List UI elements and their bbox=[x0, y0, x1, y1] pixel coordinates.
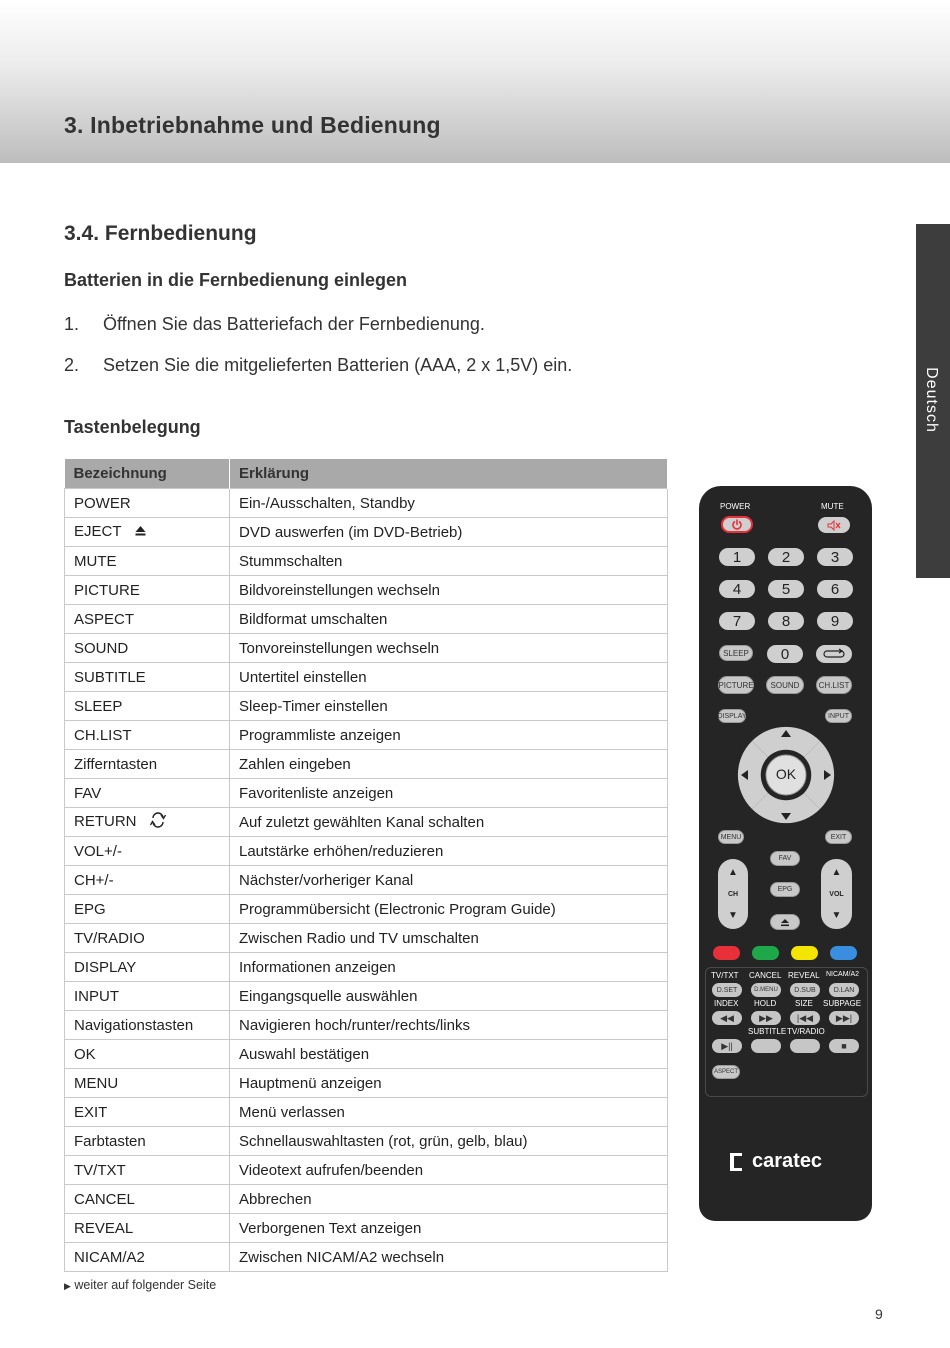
key-name-cell bbox=[65, 1214, 230, 1243]
key-explanation: Tonvoreinstellungen wechseln bbox=[230, 634, 668, 663]
digit-6-button[interactable]: 6 bbox=[817, 580, 853, 598]
key-name: POWER bbox=[74, 494, 131, 512]
key-name-cell bbox=[65, 547, 230, 576]
table-row bbox=[65, 1185, 668, 1214]
digit-4-button[interactable]: 4 bbox=[719, 580, 755, 598]
key-name-cell bbox=[65, 1185, 230, 1214]
chlist-button[interactable]: CH.LIST bbox=[816, 676, 852, 694]
key-name: CH+/- bbox=[74, 871, 114, 889]
key-explanation: Videotext aufrufen/beenden bbox=[230, 1156, 668, 1185]
power-button[interactable] bbox=[721, 516, 753, 533]
table-row bbox=[65, 866, 668, 895]
ok-label: OK bbox=[775, 766, 797, 782]
key-name: EJECT bbox=[74, 523, 122, 541]
key-explanation: Sleep-Timer einstellen bbox=[230, 692, 668, 721]
red-key[interactable] bbox=[713, 946, 740, 960]
key-explanation: Abbrechen bbox=[230, 1185, 668, 1214]
table-row bbox=[65, 779, 668, 808]
aspect-button[interactable]: ASPECT bbox=[712, 1065, 740, 1079]
table-row bbox=[65, 489, 668, 518]
hold-label: HOLD bbox=[754, 999, 777, 1008]
key-explanation: Favoritenliste anzeigen bbox=[230, 779, 668, 808]
key-name-cell bbox=[65, 663, 230, 692]
ch-label: CH bbox=[727, 890, 739, 898]
key-name: SUBTITLE bbox=[74, 668, 146, 686]
menu-button[interactable]: MENU bbox=[718, 830, 744, 844]
key-name-cell bbox=[65, 634, 230, 663]
table-row bbox=[65, 663, 668, 692]
rewind-button[interactable] bbox=[712, 1011, 742, 1025]
key-name-cell bbox=[65, 1098, 230, 1127]
green-key[interactable] bbox=[752, 946, 779, 960]
key-name: OK bbox=[74, 1045, 96, 1063]
return-icon bbox=[149, 811, 167, 833]
language-tab-label: Deutsch bbox=[923, 367, 940, 433]
picture-button[interactable]: PICTURE bbox=[718, 676, 754, 694]
key-name-cell bbox=[65, 779, 230, 808]
key-explanation: Navigieren hoch/runter/rechts/links bbox=[230, 1011, 668, 1040]
step-1 bbox=[64, 314, 485, 335]
digit-2-button[interactable]: 2 bbox=[768, 548, 804, 566]
section-title: 3.4. Fernbedienung bbox=[64, 222, 257, 245]
batteries-heading: Batterien in die Fernbedienung einlegen bbox=[64, 270, 408, 290]
key-explanation: Ein-/Ausschalten, Standby bbox=[230, 489, 668, 518]
remote-control bbox=[699, 486, 872, 1221]
key-name-cell bbox=[65, 721, 230, 750]
step-text: Öffnen Sie das Batteriefach der Fernbedienung. bbox=[103, 314, 485, 334]
subtitle-label: SUBTITLE bbox=[748, 1027, 787, 1036]
key-explanation: Nächster/vorheriger Kanal bbox=[230, 866, 668, 895]
rewind-icon: ◀◀ bbox=[720, 1012, 734, 1023]
key-explanation: Menü verlassen bbox=[230, 1098, 668, 1127]
table-row bbox=[65, 1069, 668, 1098]
channel-rocker[interactable] bbox=[718, 859, 748, 929]
tvradio-label: TV/RADIO bbox=[787, 1027, 825, 1036]
table-row bbox=[65, 518, 668, 547]
eject-icon bbox=[134, 524, 147, 541]
key-name-cell bbox=[65, 837, 230, 866]
table-row bbox=[65, 721, 668, 750]
dlan-button[interactable]: D.LAN bbox=[829, 983, 859, 997]
vol-label: VOL bbox=[829, 890, 844, 898]
key-explanation: Auswahl bestätigen bbox=[230, 1040, 668, 1069]
index-label: INDEX bbox=[714, 999, 739, 1008]
key-name-cell bbox=[65, 576, 230, 605]
subtitle-button[interactable] bbox=[751, 1039, 781, 1053]
table-row bbox=[65, 837, 668, 866]
key-name: DISPLAY bbox=[74, 958, 137, 976]
key-name: TV/RADIO bbox=[74, 929, 145, 947]
step-number: 1. bbox=[64, 314, 80, 334]
return-icon bbox=[823, 648, 845, 660]
table-header-row bbox=[65, 459, 668, 489]
key-explanation: Zwischen NICAM/A2 wechseln bbox=[230, 1243, 668, 1272]
ch-up-icon: ▲ bbox=[728, 867, 738, 878]
play-pause-button[interactable] bbox=[712, 1039, 742, 1053]
next-icon: ▶▶| bbox=[835, 1012, 853, 1023]
key-name-cell bbox=[65, 1069, 230, 1098]
key-explanation: Bildvoreinstellungen wechseln bbox=[230, 576, 668, 605]
dmenu-button[interactable]: D.MENU bbox=[751, 983, 781, 997]
key-name: SOUND bbox=[74, 639, 129, 657]
digit-3-button[interactable]: 3 bbox=[817, 548, 853, 566]
table-row bbox=[65, 1127, 668, 1156]
key-name: EXIT bbox=[74, 1103, 108, 1121]
table-row bbox=[65, 924, 668, 953]
subpage-label: SUBPAGE bbox=[823, 999, 862, 1008]
header-explanation: Erklärung bbox=[230, 459, 668, 489]
mute-button[interactable] bbox=[818, 517, 850, 533]
key-name: EPG bbox=[74, 900, 106, 918]
stop-icon: ■ bbox=[841, 1041, 847, 1051]
key-name: Farbtasten bbox=[74, 1132, 146, 1150]
key-name-cell bbox=[65, 1243, 230, 1272]
ch-down-icon: ▼ bbox=[728, 910, 738, 921]
key-name: CANCEL bbox=[74, 1190, 135, 1208]
table-row bbox=[65, 605, 668, 634]
epg-button[interactable]: EPG bbox=[770, 882, 800, 897]
key-name-cell bbox=[65, 895, 230, 924]
key-name-cell bbox=[65, 1156, 230, 1185]
table-row bbox=[65, 1156, 668, 1185]
key-name: RETURN bbox=[74, 812, 137, 830]
digit-9-button[interactable]: 9 bbox=[817, 612, 853, 630]
key-name: VOL+/- bbox=[74, 842, 122, 860]
caratec-logo-icon bbox=[726, 1152, 746, 1172]
fast-forward-icon: ▶▶ bbox=[759, 1012, 773, 1023]
key-explanation: Auf zuletzt gewählten Kanal schalten bbox=[230, 808, 668, 837]
table-heading: Tastenbelegung bbox=[64, 417, 201, 437]
key-name-cell bbox=[65, 1127, 230, 1156]
size-label: SIZE bbox=[795, 999, 813, 1008]
display-button[interactable]: DISPLAY bbox=[718, 709, 746, 723]
table-row bbox=[65, 1011, 668, 1040]
cancel-label: CANCEL bbox=[749, 971, 782, 980]
key-explanation: Hauptmenü anzeigen bbox=[230, 1069, 668, 1098]
key-explanation: Untertitel einstellen bbox=[230, 663, 668, 692]
previous-button[interactable] bbox=[790, 1011, 820, 1025]
key-explanation: Programmliste anzeigen bbox=[230, 721, 668, 750]
page-number: 9 bbox=[875, 1306, 883, 1322]
continued-note bbox=[64, 1278, 216, 1292]
power-label: POWER bbox=[720, 502, 751, 511]
key-name: PICTURE bbox=[74, 581, 140, 599]
chapter-title: 3. Inbetriebnahme und Bedienung bbox=[64, 112, 441, 138]
key-explanation: Informationen anzeigen bbox=[230, 953, 668, 982]
table-row bbox=[65, 895, 668, 924]
table-row bbox=[65, 547, 668, 576]
key-name-cell bbox=[65, 1011, 230, 1040]
next-button[interactable] bbox=[829, 1011, 859, 1025]
table-row bbox=[65, 982, 668, 1011]
key-explanation: Lautstärke erhöhen/reduzieren bbox=[230, 837, 668, 866]
table-row bbox=[65, 953, 668, 982]
digit-5-button[interactable]: 5 bbox=[768, 580, 804, 598]
eject-button[interactable] bbox=[770, 914, 800, 930]
arrow-right-icon: ▶ bbox=[64, 1281, 71, 1291]
fav-button[interactable]: FAV bbox=[770, 851, 800, 866]
mute-label: MUTE bbox=[821, 502, 844, 511]
digit-1-button[interactable]: 1 bbox=[719, 548, 755, 566]
key-name: CH.LIST bbox=[74, 726, 132, 744]
digit-7-button[interactable]: 7 bbox=[719, 612, 755, 630]
return-button[interactable] bbox=[816, 645, 852, 663]
input-button[interactable]: INPUT bbox=[825, 709, 852, 723]
fast-forward-button[interactable] bbox=[751, 1011, 781, 1025]
key-name: TV/TXT bbox=[74, 1161, 126, 1179]
continued-note-text: weiter auf folgender Seite bbox=[74, 1278, 217, 1292]
header-designation: Bezeichnung bbox=[65, 459, 230, 489]
key-explanation: Programmübersicht (Electronic Program Guide) bbox=[230, 895, 668, 924]
key-name: NICAM/A2 bbox=[74, 1248, 145, 1266]
key-name: SLEEP bbox=[74, 697, 123, 715]
key-name-cell bbox=[65, 692, 230, 721]
key-name-cell bbox=[65, 924, 230, 953]
sound-button[interactable]: SOUND bbox=[766, 676, 804, 694]
vol-down-icon: ▼ bbox=[831, 910, 842, 921]
key-name: REVEAL bbox=[74, 1219, 134, 1237]
dsub-button[interactable]: D.SUB bbox=[790, 983, 820, 997]
table-row bbox=[65, 1214, 668, 1243]
key-name-cell bbox=[65, 808, 230, 837]
table-row bbox=[65, 808, 668, 837]
stop-button[interactable] bbox=[829, 1039, 859, 1053]
key-name-cell bbox=[65, 489, 230, 518]
key-name-cell bbox=[65, 750, 230, 779]
key-explanation: Stummschalten bbox=[230, 547, 668, 576]
step-2 bbox=[64, 355, 572, 376]
digit-0-button[interactable]: 0 bbox=[767, 645, 803, 663]
key-name-cell bbox=[65, 982, 230, 1011]
key-name-cell bbox=[65, 518, 230, 547]
key-explanation: Zahlen eingeben bbox=[230, 750, 668, 779]
play-pause-icon: ▶|| bbox=[721, 1040, 733, 1051]
vol-up-icon: ▲ bbox=[831, 867, 842, 878]
table-row bbox=[65, 634, 668, 663]
nicam-label: NICAM/A2 bbox=[826, 971, 860, 978]
table-row bbox=[65, 750, 668, 779]
key-name: Zifferntasten bbox=[74, 755, 158, 773]
power-icon bbox=[731, 519, 743, 531]
blue-key[interactable] bbox=[830, 946, 857, 960]
key-explanation: Verborgenen Text anzeigen bbox=[230, 1214, 668, 1243]
volume-rocker[interactable] bbox=[821, 859, 852, 929]
key-name-cell bbox=[65, 866, 230, 895]
key-explanation: Zwischen Radio und TV umschalten bbox=[230, 924, 668, 953]
table-row bbox=[65, 1243, 668, 1272]
tvtxt-label: TV/TXT bbox=[711, 971, 739, 980]
key-name-cell bbox=[65, 1040, 230, 1069]
brand-logo bbox=[726, 1150, 822, 1173]
key-name: MENU bbox=[74, 1074, 119, 1092]
table-row bbox=[65, 692, 668, 721]
key-explanation: Bildformat umschalten bbox=[230, 605, 668, 634]
key-name-cell bbox=[65, 605, 230, 634]
key-name: ASPECT bbox=[74, 610, 135, 628]
step-text: Setzen Sie die mitgelieferten Batterien (AAA, 2 x 1,5V) ein. bbox=[103, 355, 573, 375]
key-name: MUTE bbox=[74, 552, 117, 570]
sleep-button[interactable]: SLEEP bbox=[719, 645, 753, 661]
mute-icon bbox=[827, 520, 841, 531]
key-name: Navigationstasten bbox=[74, 1016, 194, 1034]
reveal-label: REVEAL bbox=[788, 971, 820, 980]
previous-icon: |◀◀ bbox=[796, 1012, 814, 1023]
key-explanation: DVD auswerfen (im DVD-Betrieb) bbox=[230, 518, 668, 547]
key-name-cell bbox=[65, 953, 230, 982]
table-row bbox=[65, 1040, 668, 1069]
eject-icon bbox=[780, 918, 790, 927]
table-row bbox=[65, 1098, 668, 1127]
key-explanation: Eingangsquelle auswählen bbox=[230, 982, 668, 1011]
key-name: INPUT bbox=[74, 987, 119, 1005]
tvradio-button[interactable] bbox=[790, 1039, 820, 1053]
table-body bbox=[65, 489, 668, 1272]
exit-button[interactable]: EXIT bbox=[825, 830, 852, 844]
dset-button[interactable]: D.SET bbox=[712, 983, 742, 997]
yellow-key[interactable] bbox=[791, 946, 818, 960]
brand-name: caratec bbox=[752, 1150, 823, 1172]
key-name: FAV bbox=[74, 784, 102, 802]
digit-8-button[interactable]: 8 bbox=[768, 612, 804, 630]
key-assignment-table bbox=[64, 459, 668, 1272]
step-number: 2. bbox=[64, 355, 80, 375]
key-explanation: Schnellauswahltasten (rot, grün, gelb, blau) bbox=[230, 1127, 668, 1156]
table-row bbox=[65, 576, 668, 605]
